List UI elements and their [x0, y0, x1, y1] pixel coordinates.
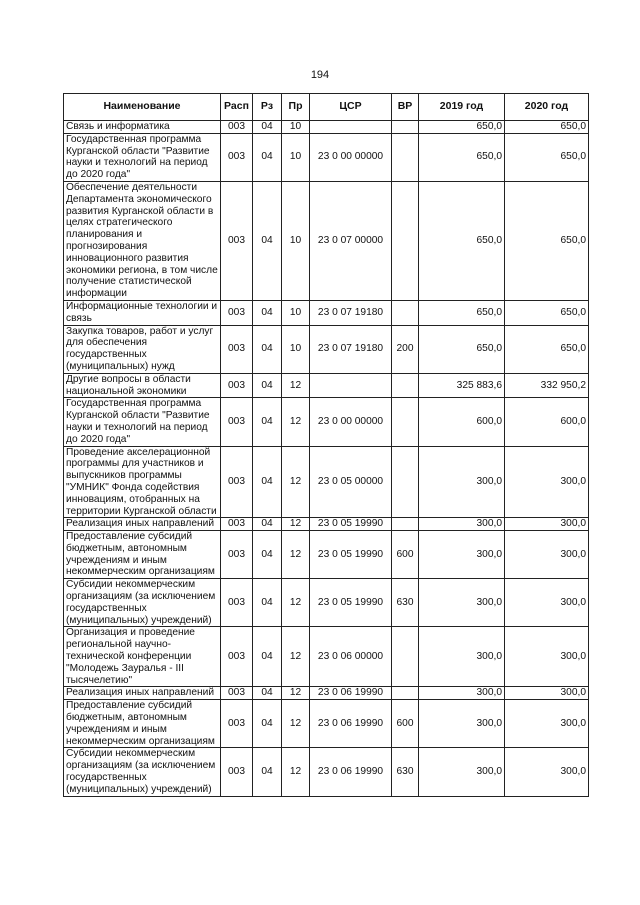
row-name: Реализация иных направлений	[64, 687, 221, 700]
row-rz: 04	[253, 627, 282, 687]
row-csr: 23 0 00 00000	[310, 133, 392, 181]
row-pr: 12	[282, 700, 310, 748]
row-2020: 650,0	[505, 121, 589, 134]
row-csr: 23 0 05 19990	[310, 579, 392, 627]
row-2019: 300,0	[419, 748, 505, 796]
row-2019: 325 883,6	[419, 373, 505, 398]
row-vr	[392, 181, 419, 300]
row-name: Проведение акселерационной программы для участников и выпускников программы "УМНИК" Фонда содействия инновациям, отобранных на территории Курганской области	[64, 446, 221, 518]
header-vr: ВР	[392, 94, 419, 121]
header-csr: ЦСР	[310, 94, 392, 121]
row-csr: 23 0 05 00000	[310, 446, 392, 518]
row-name: Предоставление субсидий бюджетным, автономным учреждениям и иным некоммерческим организациям	[64, 700, 221, 748]
row-2020: 600,0	[505, 398, 589, 446]
row-csr: 23 0 06 19990	[310, 687, 392, 700]
row-rz: 04	[253, 446, 282, 518]
row-name: Субсидии некоммерческим организациям (за исключением государственных (муниципальных) учреждений)	[64, 579, 221, 627]
row-2019: 650,0	[419, 181, 505, 300]
table-row	[64, 627, 589, 687]
row-name: Обеспечение деятельности Департамента экономического развития Курганской области в целях стратегического планирования и прогнозирования инновационного развития экономики региона, в том числе получение статистической информации	[64, 181, 221, 300]
row-2020: 300,0	[505, 531, 589, 579]
row-rz: 04	[253, 579, 282, 627]
table-row	[64, 373, 589, 398]
table-row	[64, 700, 589, 748]
row-name: Информационные технологии и связь	[64, 300, 221, 325]
row-csr: 23 0 06 00000	[310, 627, 392, 687]
row-rz: 04	[253, 325, 282, 373]
row-vr	[392, 300, 419, 325]
row-rasp: 003	[221, 700, 253, 748]
header-pr: Пр	[282, 94, 310, 121]
row-rz: 04	[253, 531, 282, 579]
row-csr: 23 0 00 00000	[310, 398, 392, 446]
row-rz: 04	[253, 300, 282, 325]
row-pr: 10	[282, 181, 310, 300]
row-vr	[392, 121, 419, 134]
table-row	[64, 398, 589, 446]
row-vr: 600	[392, 531, 419, 579]
page-number: 194	[310, 69, 330, 81]
row-2020: 300,0	[505, 518, 589, 531]
row-vr	[392, 518, 419, 531]
row-vr: 200	[392, 325, 419, 373]
table-row	[64, 181, 589, 300]
row-2020: 300,0	[505, 627, 589, 687]
row-2019: 300,0	[419, 687, 505, 700]
row-pr: 12	[282, 518, 310, 531]
row-rz: 04	[253, 398, 282, 446]
row-rz: 04	[253, 373, 282, 398]
row-rz: 04	[253, 121, 282, 134]
row-rz: 04	[253, 687, 282, 700]
header-rasp: Расп	[221, 94, 253, 121]
row-rz: 04	[253, 181, 282, 300]
table-row	[64, 121, 589, 134]
row-rasp: 003	[221, 518, 253, 531]
row-csr: 23 0 05 19990	[310, 531, 392, 579]
row-name: Реализация иных направлений	[64, 518, 221, 531]
row-name: Связь и информатика	[64, 121, 221, 134]
row-name: Организация и проведение региональной научно-технической конференции "Молодежь Зауралья - III тысячелетию"	[64, 627, 221, 687]
row-vr	[392, 133, 419, 181]
row-pr: 12	[282, 446, 310, 518]
row-pr: 12	[282, 531, 310, 579]
header-rz: Рз	[253, 94, 282, 121]
row-2019: 650,0	[419, 121, 505, 134]
row-vr	[392, 627, 419, 687]
row-csr: 23 0 06 19990	[310, 748, 392, 796]
row-vr: 630	[392, 579, 419, 627]
row-vr	[392, 398, 419, 446]
row-csr: 23 0 05 19990	[310, 518, 392, 531]
row-vr: 630	[392, 748, 419, 796]
row-2019: 300,0	[419, 579, 505, 627]
row-rasp: 003	[221, 579, 253, 627]
row-2020: 650,0	[505, 133, 589, 181]
row-pr: 12	[282, 748, 310, 796]
row-vr	[392, 446, 419, 518]
header-2020: 2020 год	[505, 94, 589, 121]
header-name: Наименование	[64, 94, 221, 121]
row-2019: 650,0	[419, 133, 505, 181]
row-pr: 12	[282, 687, 310, 700]
row-pr: 10	[282, 121, 310, 134]
row-pr: 12	[282, 627, 310, 687]
row-rz: 04	[253, 700, 282, 748]
row-name: Государственная программа Курганской области "Развитие науки и технологий на период до 2020 года"	[64, 133, 221, 181]
row-name: Субсидии некоммерческим организациям (за исключением государственных (муниципальных) учреждений)	[64, 748, 221, 796]
row-vr: 600	[392, 700, 419, 748]
row-rasp: 003	[221, 748, 253, 796]
row-rz: 04	[253, 518, 282, 531]
row-2019: 300,0	[419, 531, 505, 579]
row-2019: 300,0	[419, 518, 505, 531]
row-pr: 12	[282, 398, 310, 446]
row-csr: 23 0 07 19180	[310, 325, 392, 373]
row-name: Предоставление субсидий бюджетным, автономным учреждениям и иным некоммерческим организациям	[64, 531, 221, 579]
row-rasp: 003	[221, 325, 253, 373]
row-rz: 04	[253, 133, 282, 181]
row-pr: 10	[282, 300, 310, 325]
row-csr: 23 0 07 19180	[310, 300, 392, 325]
row-rasp: 003	[221, 300, 253, 325]
row-2019: 300,0	[419, 446, 505, 518]
table-row	[64, 687, 589, 700]
row-csr: 23 0 06 19990	[310, 700, 392, 748]
row-pr: 12	[282, 579, 310, 627]
row-csr	[310, 121, 392, 134]
row-2019: 600,0	[419, 398, 505, 446]
table-header-row	[64, 94, 589, 121]
table-row	[64, 325, 589, 373]
row-2020: 300,0	[505, 748, 589, 796]
row-2019: 650,0	[419, 325, 505, 373]
row-rasp: 003	[221, 133, 253, 181]
row-2020: 650,0	[505, 300, 589, 325]
row-pr: 10	[282, 133, 310, 181]
row-rasp: 003	[221, 446, 253, 518]
row-rasp: 003	[221, 121, 253, 134]
row-name: Другие вопросы в области национальной экономики	[64, 373, 221, 398]
table-row	[64, 446, 589, 518]
row-2019: 300,0	[419, 700, 505, 748]
row-rasp: 003	[221, 687, 253, 700]
table-row	[64, 531, 589, 579]
row-2020: 332 950,2	[505, 373, 589, 398]
row-name: Закупка товаров, работ и услуг для обеспечения государственных (муниципальных) нужд	[64, 325, 221, 373]
row-2019: 650,0	[419, 300, 505, 325]
table-row	[64, 518, 589, 531]
budget-table	[63, 93, 589, 797]
row-2020: 650,0	[505, 181, 589, 300]
row-2020: 300,0	[505, 687, 589, 700]
row-vr	[392, 373, 419, 398]
table-row	[64, 133, 589, 181]
row-rasp: 003	[221, 398, 253, 446]
row-2020: 650,0	[505, 325, 589, 373]
row-name: Государственная программа Курганской области "Развитие науки и технологий на период до 2020 года"	[64, 398, 221, 446]
row-rasp: 003	[221, 627, 253, 687]
row-csr	[310, 373, 392, 398]
row-2020: 300,0	[505, 700, 589, 748]
row-vr	[392, 687, 419, 700]
row-csr: 23 0 07 00000	[310, 181, 392, 300]
row-pr: 12	[282, 373, 310, 398]
table-row	[64, 300, 589, 325]
row-rasp: 003	[221, 531, 253, 579]
row-rasp: 003	[221, 373, 253, 398]
row-rasp: 003	[221, 181, 253, 300]
row-2020: 300,0	[505, 446, 589, 518]
row-pr: 10	[282, 325, 310, 373]
table-row	[64, 748, 589, 796]
row-2020: 300,0	[505, 579, 589, 627]
header-2019: 2019 год	[419, 94, 505, 121]
row-2019: 300,0	[419, 627, 505, 687]
table-row	[64, 579, 589, 627]
row-rz: 04	[253, 748, 282, 796]
